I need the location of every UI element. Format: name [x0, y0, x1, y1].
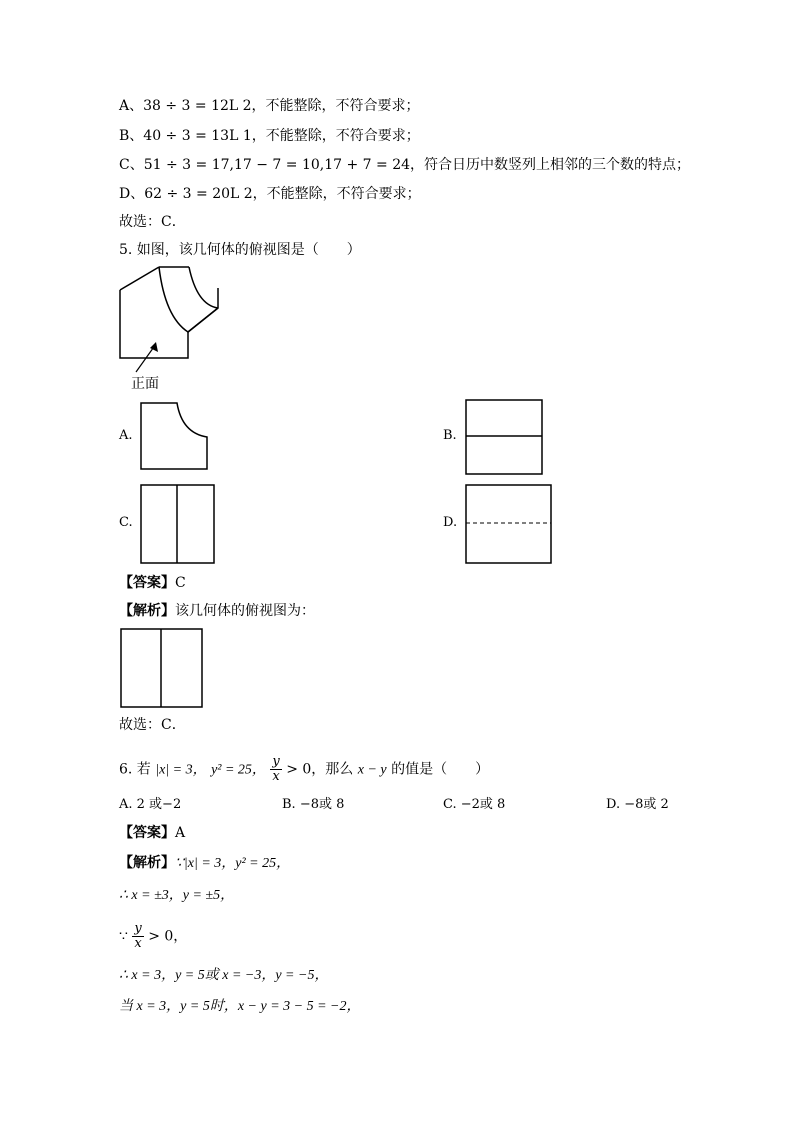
question-6-analysis — [119, 853, 290, 874]
answer-tag: 【答案】 — [119, 575, 175, 591]
analysis-text: 该几何体的俯视图为： — [175, 603, 315, 619]
since-symbol: ∵ — [119, 928, 128, 945]
option-d-figure[interactable] — [463, 482, 555, 566]
stem-expression: x − y — [357, 762, 387, 778]
front-arrow-icon — [132, 338, 162, 374]
stem-suffix: 的值是（ ） — [391, 761, 490, 778]
answer-tag: 【答案】 — [119, 825, 175, 841]
question-5-answer — [119, 573, 186, 593]
step-condition: > 0， — [148, 928, 188, 945]
stem-fraction — [270, 755, 281, 784]
option-b-figure[interactable] — [463, 398, 545, 476]
option-c[interactable]: C. −2或 8 — [443, 797, 506, 812]
option-a-label: A. — [119, 428, 133, 443]
stem-prefix: 6. 若 — [119, 761, 151, 778]
analysis-tag: 【解析】 — [119, 603, 175, 619]
solution-step-5: 当 x = 3，y = 5时，x − y = 3 − 5 = −2， — [119, 999, 361, 1014]
answer-value: A — [175, 825, 186, 841]
solution-line-b: B、40 ÷ 3 = 13L 1，不能整除，不符合要求； — [119, 128, 420, 144]
option-b-label: B. — [443, 428, 457, 443]
stem-y-squared: y² = 25， — [211, 762, 266, 778]
solution-step-1: ∵|x| = 3，y² = 25， — [175, 856, 291, 871]
option-b[interactable]: B. −8或 8 — [282, 797, 345, 812]
answer-top-view-figure — [118, 626, 206, 710]
question-5-conclusion: 故选：C． — [119, 717, 186, 733]
option-a-figure[interactable] — [138, 400, 212, 472]
answer-value: C — [175, 575, 186, 591]
previous-answer: 故选：C． — [119, 214, 186, 230]
fraction-denominator: x — [134, 936, 142, 951]
solution-step-3 — [119, 922, 187, 951]
option-c-label: C. — [119, 515, 133, 530]
analysis-tag: 【解析】 — [119, 855, 175, 871]
question-5-stem: 5. 如图，该几何体的俯视图是（ ） — [119, 242, 361, 258]
fraction-numerator: y — [134, 921, 142, 936]
option-c-figure[interactable] — [139, 482, 217, 566]
question-6-stem — [119, 755, 489, 784]
solution-line-d: D、62 ÷ 3 = 20L 2，不能整除，不符合要求； — [119, 186, 421, 202]
fraction-denominator: x — [272, 769, 280, 784]
question-5-analysis — [119, 601, 315, 621]
option-d[interactable]: D. −8或 2 — [606, 797, 669, 812]
front-label: 正面 — [131, 376, 159, 392]
stem-abs: |x| = 3， — [155, 762, 207, 778]
question-6-answer — [119, 823, 185, 843]
solution-step-2: ∴ x = ±3，y = ±5， — [119, 888, 235, 903]
option-d-label: D. — [443, 515, 458, 530]
stem-condition: > 0，那么 — [286, 761, 354, 778]
step-fraction — [132, 922, 143, 951]
solution-line-a: A、38 ÷ 3 = 12L 2，不能整除，不符合要求； — [119, 98, 420, 114]
solution-line-c: C、51 ÷ 3 = 17,17 − 7 = 10,17 + 7 = 24，符合日历中数竖列上相邻的三个数的特点； — [119, 157, 691, 173]
option-a[interactable]: A. 2 或−2 — [119, 797, 182, 812]
fraction-numerator: y — [272, 754, 280, 769]
solution-step-4: ∴ x = 3，y = 5或 x = −3，y = −5， — [119, 968, 329, 983]
